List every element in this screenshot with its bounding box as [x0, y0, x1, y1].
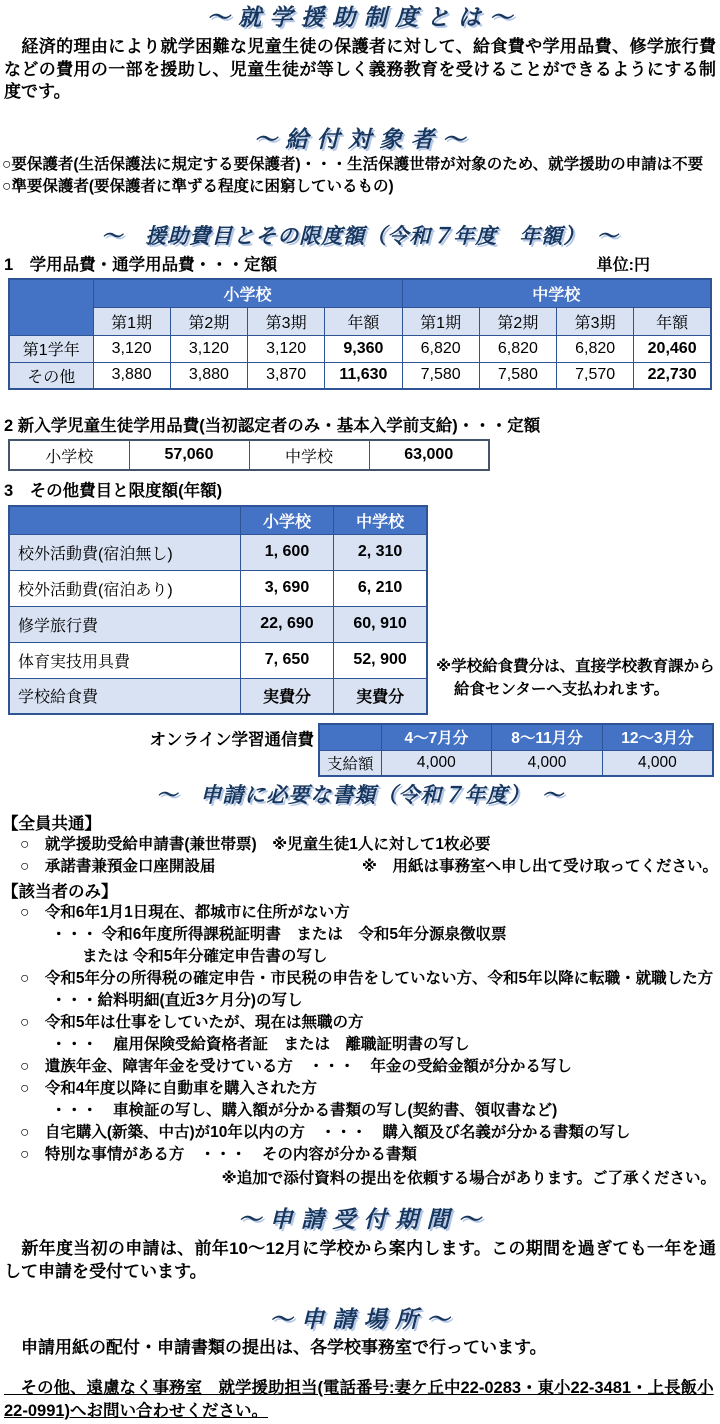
cell: 6,820: [479, 335, 556, 362]
place-body: 申請用紙の配付・申請書類の提出は、各学校事務室で行っています。: [4, 1338, 547, 1358]
row-header: 支給額: [319, 750, 381, 776]
recipients-title: ～ 給 付 対 象 者 ～: [253, 126, 467, 153]
row-header: 学校給食費: [9, 678, 240, 714]
cell: 3, 690: [240, 570, 333, 606]
cell: 実費分: [240, 678, 333, 714]
intro-title: ～ 就 学 援 助 制 度 と は ～: [206, 4, 514, 30]
row-header: 校外活動費(宿泊無し): [9, 534, 240, 570]
sub3-title: 3 その他費目と限度額(年額): [4, 482, 223, 501]
row-header: 校外活動費(宿泊あり): [9, 570, 240, 606]
cell: 実費分: [334, 678, 427, 714]
cell: 3,880: [93, 362, 170, 389]
col-header: 8～11月分: [492, 724, 603, 750]
cell: 7,580: [402, 362, 479, 389]
common-item-text: ○ 承諾書兼預金口座開設届: [20, 858, 216, 876]
cell-annual: 22,730: [634, 362, 711, 389]
common-item: ○ 就学援助受給申請書(兼世帯票) ※児童生徒1人に対して1枚必要: [20, 836, 491, 854]
col-header: 年額: [634, 307, 711, 335]
col-header: 第1期: [93, 307, 170, 335]
cell: 1, 600: [240, 534, 333, 570]
cell: 3,120: [93, 335, 170, 362]
cell: 7,580: [479, 362, 556, 389]
table-new-entrant: [8, 439, 490, 471]
documents-title: ～ 申請に必要な書類（令和７年度） ～: [156, 784, 564, 808]
cell: 3,870: [248, 362, 325, 389]
cell: 6,820: [402, 335, 479, 362]
col-header: 年額: [325, 307, 402, 335]
applicable-line: ・・・ 雇用保険受給資格者証 または 離職証明書の写し: [20, 1036, 470, 1054]
cell: 7,570: [557, 362, 634, 389]
online-label: オンライン学習通信費: [149, 731, 314, 750]
table-row: [9, 606, 427, 642]
school-lunch-note: [428, 656, 715, 715]
common-header: 【全員共通】: [2, 815, 101, 834]
documents-extra-note: ※追加で添付資料の提出を依頼する場合があります。ご了承ください。: [221, 1170, 716, 1188]
cell-label: 小学校: [9, 440, 129, 470]
cell: 7, 650: [240, 642, 333, 678]
applicable-line: ○ 令和6年1月1日現在、都城市に住所がない方: [20, 904, 350, 922]
corner-cell: [319, 724, 381, 750]
table-row: [9, 279, 711, 307]
period-title: ～ 申 請 受 付 期 間 ～: [238, 1206, 482, 1233]
row-header: 体育実技用具費: [9, 642, 240, 678]
col-header: 12～3月分: [602, 724, 713, 750]
table-row: [9, 642, 427, 678]
group-header-junior: 中学校: [402, 279, 711, 307]
col-header: 第2期: [479, 307, 556, 335]
cell: 3,880: [170, 362, 247, 389]
sub1-header-row: [0, 251, 720, 275]
col-header: 4～7月分: [381, 724, 492, 750]
cell: 4,000: [381, 750, 492, 776]
col-header-elementary: 小学校: [240, 506, 333, 534]
cell-annual: 20,460: [634, 335, 711, 362]
applicable-line: または 令和5年分確定申告書の写し: [20, 948, 328, 966]
cell-amount: 57,060: [129, 440, 249, 470]
cell: 6, 210: [334, 570, 427, 606]
table-row: [319, 724, 713, 750]
lunch-note-line2: 給食センターへ支払われます。: [454, 680, 670, 698]
cell-annual: 9,360: [325, 335, 402, 362]
table-row: [319, 750, 713, 776]
place-title: ～ 申 請 場 所 ～: [269, 1305, 451, 1332]
col-header: 第3期: [248, 307, 325, 335]
common-item-note: ※ 用紙は事務室へ申し出て受け取ってください。: [361, 858, 718, 876]
applicable-line: ○ 遺族年金、障害年金を受けている方 ・・・ 年金の受給金額が分かる写し: [20, 1058, 572, 1076]
row-header: 第1学年: [9, 335, 93, 362]
cell-amount: 63,000: [369, 440, 489, 470]
applicable-line: ・・・給料明細(直近3ケ月分)の写し: [20, 992, 303, 1010]
corner-cell: [9, 506, 240, 534]
cell: 4,000: [602, 750, 713, 776]
applicable-line: ○ 令和5年は仕事をしていたが、現在は無職の方: [20, 1014, 364, 1032]
table-row: [9, 335, 711, 362]
cell-annual: 11,630: [325, 362, 402, 389]
col-header: 第3期: [557, 307, 634, 335]
table-row: [9, 506, 427, 534]
group-header-elementary: 小学校: [93, 279, 402, 307]
cell-label: 中学校: [249, 440, 369, 470]
cell: 22, 690: [240, 606, 333, 642]
table-row: [9, 440, 489, 470]
sub2-title: 2 新入学児童生徒学用品費(当初認定者のみ・基本入学前支給)・・・定額: [4, 417, 541, 436]
cell: 3,120: [248, 335, 325, 362]
table-row: [9, 678, 427, 714]
table-other-items: [8, 505, 428, 715]
intro-body: 経済的理由により就学困難な児童生徒の保護者に対して、給食費や学用品費、修学旅行費などの費用の一部を援助し、児童生徒が等しく義務教育を受けることができるようにする制度です。: [4, 36, 716, 102]
col-header: 第1期: [402, 307, 479, 335]
period-body: 新年度当初の申請は、前年10～12月に学校から案内します。この期間を過ぎても一年を通して申請を受付ています。: [4, 1238, 716, 1281]
recipient-item: ○要保護者(生活保護法に規定する要保護者)・・・生活保護世帯が対象のため、就学援助の申請は不要: [2, 156, 704, 173]
table-row: [9, 307, 711, 335]
cell: 6,820: [557, 335, 634, 362]
table-row: [9, 534, 427, 570]
online-learning-block: [0, 723, 720, 777]
table-row: [9, 362, 711, 389]
table-school-supplies: [8, 278, 712, 390]
applicable-line: ○ 令和5年分の所得税の確定申告・市民税の申告をしていない方、令和5年以降に転職・就職した方: [20, 970, 714, 988]
common-item: [18, 856, 720, 878]
applicable-line: ・・・ 車検証の写し、購入額が分かる書類の写し(契約書、領収書など): [20, 1102, 558, 1120]
cell: 3,120: [170, 335, 247, 362]
contact-info: その他、遠慮なく事務室 就学援助担当(電話番号:妻ケ丘中22-0283・東小22-3481・上長飯小22-0991)へお問い合わせください。: [4, 1379, 714, 1421]
unit-label: 単位:円: [596, 257, 650, 275]
applicable-line: ・・・ 令和6年度所得課税証明書 または 令和5年分源泉徴収票: [20, 926, 507, 944]
applicable-items: [0, 902, 720, 1166]
applicable-line: ○ 特別な事情がある方 ・・・ その内容が分かる書類: [20, 1146, 417, 1164]
applicable-line: ○ 自宅購入(新築、中古)が10年以内の方 ・・・ 購入額及び名義が分かる書類の写し: [20, 1124, 631, 1142]
cell: 2, 310: [334, 534, 427, 570]
table1-corner-cell: [9, 279, 93, 335]
cell: 60, 910: [334, 606, 427, 642]
lunch-note-line1: ※学校給食費分は、直接学校教育課から: [436, 658, 715, 676]
table-online-learning: [318, 723, 714, 777]
row-header: その他: [9, 362, 93, 389]
applicable-header: 【該当者のみ】: [2, 883, 118, 902]
row-header: 修学旅行費: [9, 606, 240, 642]
cell: 52, 900: [334, 642, 427, 678]
common-items: [0, 834, 720, 878]
other-items-block: [0, 505, 720, 715]
applicable-line: ○ 令和4年度以降に自動車を購入された方: [20, 1080, 317, 1098]
cell: 4,000: [492, 750, 603, 776]
table-row: [9, 570, 427, 606]
col-header: 第2期: [170, 307, 247, 335]
recipient-item: ○準要保護者(要保護者に準ずる程度に困窮しているもの): [2, 178, 394, 195]
col-header-junior: 中学校: [334, 506, 427, 534]
limits-title: ～ 援助費目とその限度額（令和７年度 年額） ～: [101, 225, 619, 248]
sub1-title: 1 学用品費・通学用品費・・・定額: [4, 256, 278, 275]
